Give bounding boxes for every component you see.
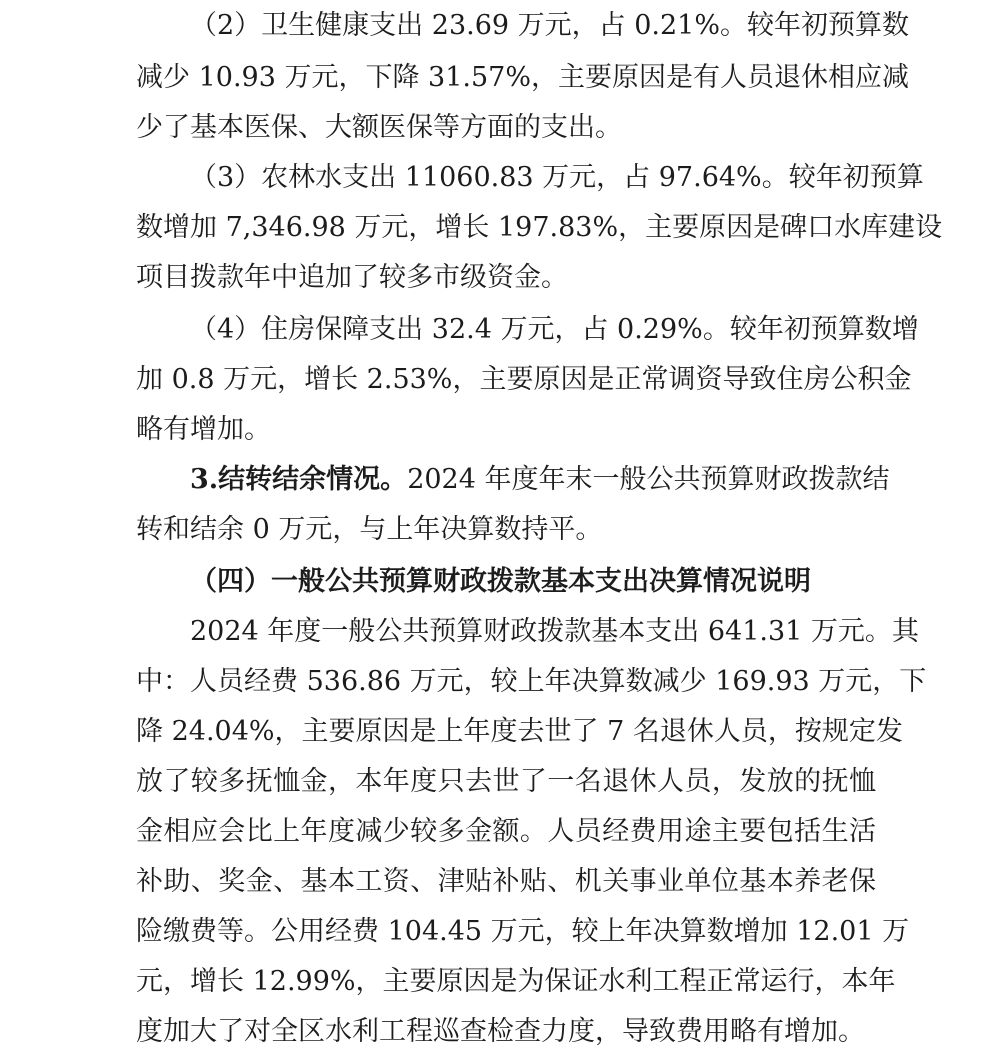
carryover-text: 2024 年度年末一般公共预算财政拨款结 (407, 464, 890, 495)
agri-line-1: （3）农林水支出 11060.83 万元，占 97.64%。较年初预算 (190, 162, 924, 193)
basic-line-8: 元，增长 12.99%，主要原因是为保证水利工程正常运行，本年 (136, 966, 896, 997)
basic-line-9: 度加大了对全区水利工程巡查检查力度，导致费用略有增加。 (136, 1016, 865, 1047)
health-line-3: 少了基本医保、大额医保等方面的支出。 (136, 112, 622, 143)
carryover-line-2: 转和结余 0 万元，与上年决算数持平。 (136, 514, 603, 545)
basic-line-1: 2024 年度一般公共预算财政拨款基本支出 641.31 万元。其 (190, 616, 919, 647)
basic-line-7: 险缴费等。公用经费 104.45 万元，较上年决算数增加 12.01 万 (136, 916, 910, 947)
carryover-heading: 3.结转结余情况。 (190, 464, 408, 495)
agri-line-3: 项目拨款年中追加了较多市级资金。 (136, 262, 568, 293)
basic-line-4: 放了较多抚恤金，本年度只去世了一名退休人员，发放的抚恤 (136, 766, 876, 797)
basic-line-6: 补助、奖金、基本工资、津贴补贴、机关事业单位基本养老保 (136, 866, 876, 897)
basic-line-5: 金相应会比上年度减少较多金额。人员经费用途主要包括生活 (136, 816, 876, 847)
agri-line-2: 数增加 7,346.98 万元，增长 197.83%，主要原因是碑口水库建设 (136, 212, 943, 243)
housing-line-3: 略有增加。 (136, 414, 271, 445)
section-heading: （四）一般公共预算财政拨款基本支出决算情况说明 (190, 566, 811, 597)
basic-line-3: 降 24.04%，主要原因是上年度去世了 7 名退休人员，按规定发 (136, 716, 903, 747)
housing-line-2: 加 0.8 万元，增长 2.53%，主要原因是正常调资导致住房公积金 (136, 364, 912, 395)
carryover-line-1 (190, 460, 890, 500)
health-line-1: （2）卫生健康支出 23.69 万元，占 0.21%。较年初预算数 (190, 10, 909, 41)
health-line-2: 减少 10.93 万元，下降 31.57%，主要原因是有人员退休相应减 (136, 62, 909, 93)
housing-line-1: （4）住房保障支出 32.4 万元，占 0.29%。较年初预算数增 (190, 314, 919, 345)
basic-line-2: 中：人员经费 536.86 万元，较上年决算数减少 169.93 万元，下 (136, 666, 927, 697)
